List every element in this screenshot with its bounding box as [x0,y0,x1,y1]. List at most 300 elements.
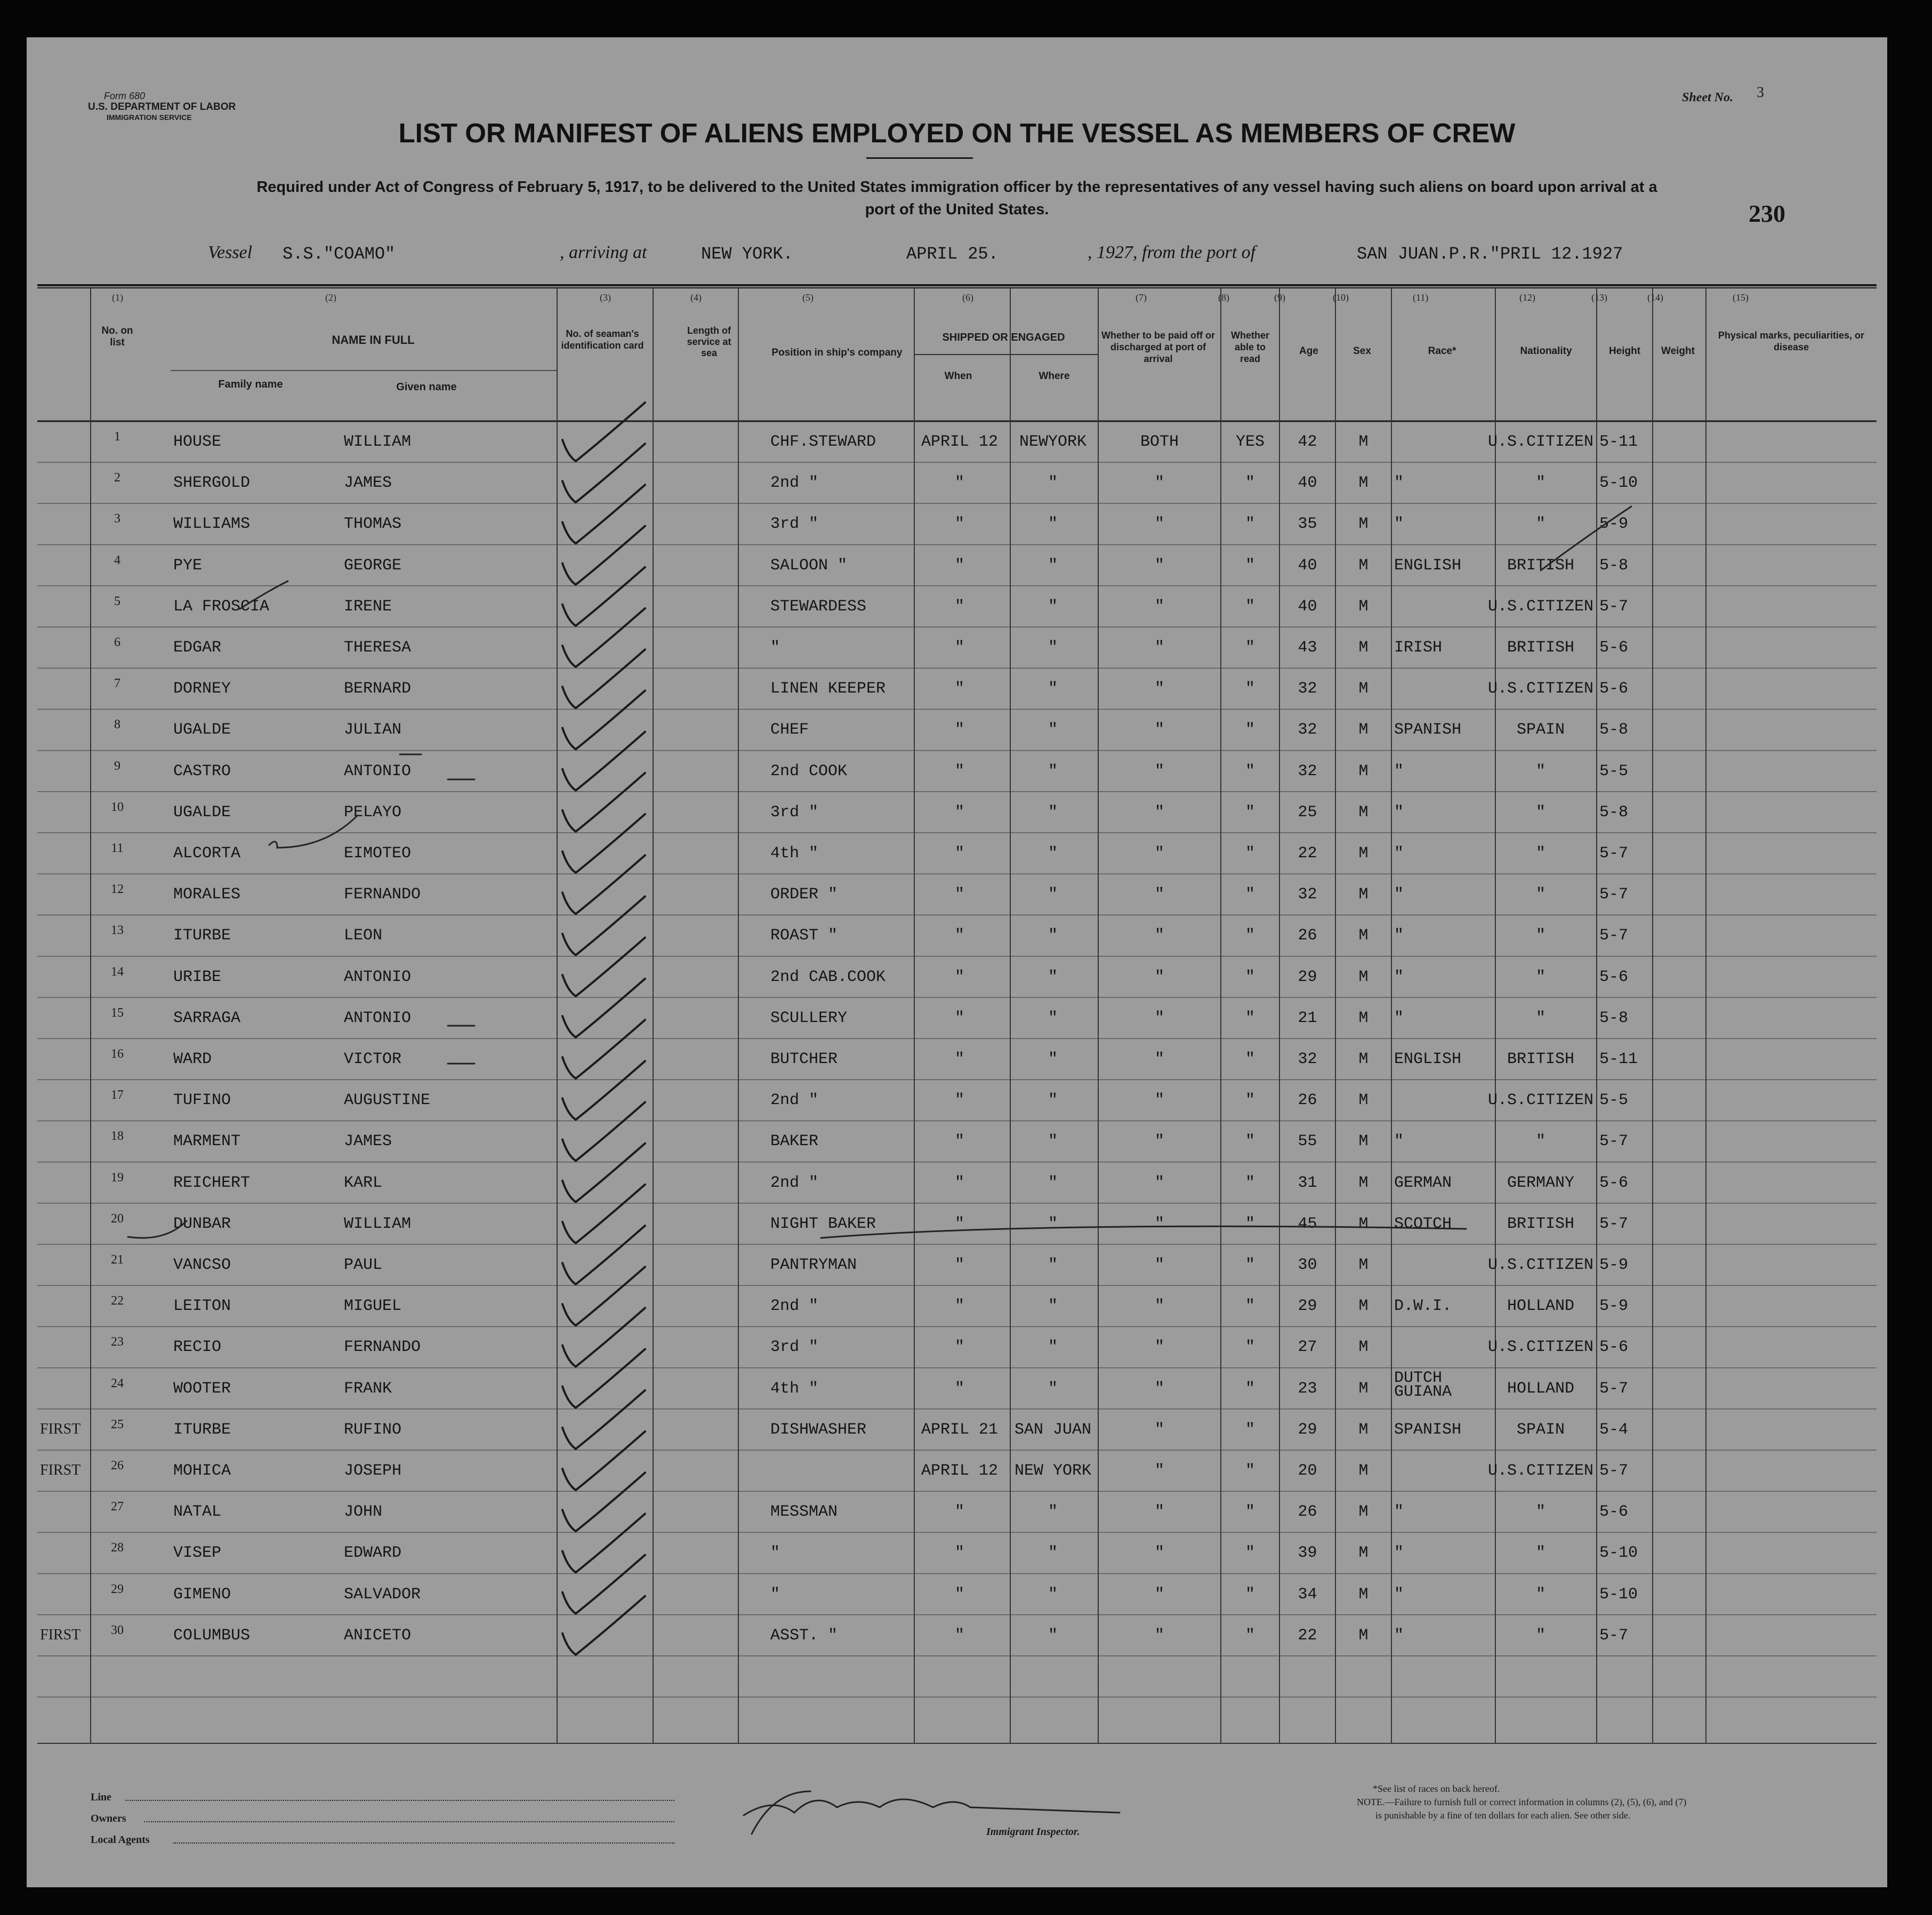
paid-off: " [1154,474,1164,493]
race: DUTCH GUIANA [1394,1369,1452,1401]
shipped-where: " [1048,680,1058,698]
height: 5-10 [1599,1585,1638,1604]
family-name: VANCSO [173,1256,231,1274]
column-number: (9) [1274,292,1285,303]
able-to-read: " [1245,968,1255,986]
family-name: REICHERT [173,1173,251,1192]
footer-agents-rule [173,1842,674,1844]
age: 30 [1298,1256,1317,1274]
nationality: SPAIN [1516,1420,1565,1439]
column-number: (5) [802,292,814,303]
header-where: Where [1039,371,1070,382]
nationality: " [1535,803,1545,822]
age: 20 [1298,1462,1317,1480]
given-name: THOMAS [344,515,402,534]
column-number: (6) [962,292,973,303]
arriving-label: , arriving at [560,243,647,262]
position: CHEF [770,721,809,739]
sex: M [1358,1297,1368,1316]
age: 40 [1298,597,1317,616]
race: " [1394,474,1404,493]
sex: M [1358,433,1368,451]
family-name: WOOTER [173,1379,231,1398]
height: 5-11 [1599,433,1638,451]
sex: M [1358,515,1368,534]
position: STEWARDESS [770,597,867,616]
footer-agents-label: Local Agents [91,1834,150,1846]
manifest-page [27,37,1887,1887]
shipped-where: " [1048,1009,1058,1027]
given-name: FRANK [344,1379,392,1398]
family-name: WARD [173,1050,212,1068]
given-name: VICTOR [344,1050,402,1068]
able-to-read: " [1245,886,1255,904]
row-number: 14 [111,964,124,979]
height: 5-4 [1599,1420,1629,1439]
paid-off: " [1154,844,1164,863]
sex: M [1358,639,1368,657]
paid-off: " [1154,803,1164,822]
footer-line-rule [125,1800,674,1801]
shipped-when: APRIL 12 [921,1462,999,1480]
able-to-read: " [1245,1256,1255,1274]
column-number: (4) [690,292,702,303]
age: 32 [1298,886,1317,904]
position: ROAST " [770,927,838,945]
annotation: FIRST [40,1626,81,1643]
row-number: 28 [111,1541,124,1555]
able-to-read: " [1245,1009,1255,1027]
shipped-when: " [954,1214,964,1233]
family-name: EDGAR [173,639,222,657]
height: 5-5 [1599,1091,1629,1110]
height: 5-10 [1599,474,1638,493]
height: 5-8 [1599,1009,1629,1027]
family-name: PYE [173,556,203,575]
shipped-when: " [954,844,964,863]
nationality: BRITISH [1507,1050,1575,1068]
able-to-read: " [1245,1420,1255,1439]
nationality: BRITISH [1507,639,1575,657]
paid-off: " [1154,1462,1164,1480]
column-number: (11) [1413,292,1429,303]
position: 2nd COOK [770,762,848,781]
position: ORDER " [770,886,838,904]
paid-off: " [1154,1420,1164,1439]
position: " [770,639,780,657]
header-length-service: Length of service at sea [687,325,731,358]
height: 5-10 [1599,1544,1638,1563]
position: NIGHT BAKER [770,1214,876,1233]
paid-off: " [1154,1544,1164,1563]
row-number: 23 [111,1335,124,1349]
shipped-where: " [1048,927,1058,945]
column-number: (15) [1733,292,1749,303]
able-to-read: " [1245,474,1255,493]
position: " [770,1544,780,1563]
paid-off: " [1154,762,1164,781]
sex: M [1358,1338,1368,1357]
family-name: WILLIAMS [173,515,251,534]
paid-off: " [1154,1585,1164,1604]
nationality: " [1535,1132,1545,1151]
sex: M [1358,1544,1368,1563]
height: 5-7 [1599,597,1629,616]
given-name: FERNANDO [344,1338,421,1357]
age: 26 [1298,927,1317,945]
sex: M [1358,680,1368,698]
shipped-where: NEWYORK [1019,433,1087,451]
shipped-where: " [1048,1626,1058,1645]
height: 5-9 [1599,515,1629,534]
given-name: FERNANDO [344,886,421,904]
shipped-when: " [954,1544,964,1563]
able-to-read: " [1245,1544,1255,1563]
able-to-read: " [1245,639,1255,657]
row-number: 9 [114,759,120,773]
race: ENGLISH [1394,556,1462,575]
position: 2nd " [770,474,819,493]
family-name: UGALDE [173,721,231,739]
sex: M [1358,1214,1368,1233]
shipped-when: " [954,762,964,781]
race: " [1394,762,1404,781]
age: 34 [1298,1585,1317,1604]
row-number: 16 [111,1047,124,1061]
row-number: 19 [111,1170,124,1185]
given-name: EDWARD [344,1544,402,1563]
shipped-where: " [1048,803,1058,822]
height: 5-7 [1599,1626,1629,1645]
shipped-when: " [954,1585,964,1604]
departure-port: SAN JUAN.P.R."PRIL 12.1927 [1357,244,1623,264]
shipped-where: " [1048,1503,1058,1522]
position: 4th " [770,844,819,863]
shipped-where: " [1048,1338,1058,1357]
family-name: LA FROSCIA [173,597,270,616]
age: 43 [1298,639,1317,657]
shipped-when: " [954,1132,964,1151]
height: 5-7 [1599,927,1629,945]
nationality: " [1535,474,1545,493]
header-nationality: Nationality [1520,345,1572,357]
sex: M [1358,1050,1368,1068]
family-name: HOUSE [173,433,222,451]
given-name: RUFINO [344,1420,402,1439]
row-number: 29 [111,1582,124,1596]
age: 32 [1298,762,1317,781]
age: 21 [1298,1009,1317,1027]
shipped-when: " [954,1256,964,1274]
family-name: LEITON [173,1297,231,1316]
race: " [1394,844,1404,863]
nationality: " [1535,1503,1545,1522]
shipped-when: " [954,927,964,945]
paid-off: " [1154,1338,1164,1357]
able-to-read: " [1245,1379,1255,1398]
column-number: (3) [600,292,611,303]
shipped-when: " [954,515,964,534]
given-name: THERESA [344,639,412,657]
handwritten-marks [27,37,1887,1887]
paid-off: " [1154,1503,1164,1522]
nationality: " [1535,886,1545,904]
race: " [1394,1132,1404,1151]
given-name: ANTONIO [344,1009,412,1027]
height: 5-5 [1599,762,1629,781]
shipped-when: " [954,1009,964,1027]
shipped-where: " [1048,1214,1058,1233]
footer-owners-rule [144,1821,674,1822]
nationality: U.S.CITIZEN [1487,433,1594,451]
row-number: 11 [111,841,124,855]
able-to-read: " [1245,1173,1255,1192]
family-name: MARMENT [173,1132,241,1151]
paid-off: " [1154,1256,1164,1274]
header-physical: Physical marks, peculiarities, or disease [1718,330,1865,352]
page-title: LIST OR MANIFEST OF ALIENS EMPLOYED ON THE VESSEL AS MEMBERS OF CREW [398,118,1516,148]
family-name: MORALES [173,886,241,904]
age: 32 [1298,721,1317,739]
family-name: URIBE [173,968,222,986]
row-number: 2 [114,471,120,485]
row-number: 1 [114,430,120,444]
age: 55 [1298,1132,1317,1151]
shipped-where: " [1048,1173,1058,1192]
header-race: Race* [1428,345,1456,357]
race: " [1394,1585,1404,1604]
row-number: 7 [114,677,120,691]
paid-off: " [1154,1091,1164,1110]
height: 5-6 [1599,968,1629,986]
subtitle-line1: Required under Act of Congress of February 5, 1917, to be delivered to the United States immigration officer by the representatives of any vessel having such aliens on board upon arrival at a [256,179,1657,196]
given-name: LEON [344,927,383,945]
shipped-where: SAN JUAN [1014,1420,1092,1439]
shipped-when: " [954,556,964,575]
nationality: GERMANY [1507,1173,1575,1192]
position: 4th " [770,1379,819,1398]
able-to-read: " [1245,515,1255,534]
able-to-read: " [1245,1214,1255,1233]
shipped-where: " [1048,1091,1058,1110]
nationality: U.S.CITIZEN [1487,1338,1594,1357]
sex: M [1358,886,1368,904]
shipped-when: " [954,1297,964,1316]
able-to-read: " [1245,762,1255,781]
year-label: , 1927, from the port of [1088,243,1256,262]
position: PANTRYMAN [770,1256,857,1274]
given-name: JOHN [344,1503,383,1522]
age: 29 [1298,968,1317,986]
age: 29 [1298,1297,1317,1316]
shipped-when: " [954,1379,964,1398]
height: 5-7 [1599,886,1629,904]
sex: M [1358,1009,1368,1027]
nationality: " [1535,1626,1545,1645]
race: SPANISH [1394,721,1462,739]
annotation: FIRST [40,1420,81,1437]
shipped-when: " [954,1338,964,1357]
sex: M [1358,1256,1368,1274]
shipped-when: APRIL 12 [921,433,999,451]
family-name: CASTRO [173,762,231,781]
header-no-on-list: No. on list [101,325,133,348]
age: 31 [1298,1173,1317,1192]
given-name: EIMOTEO [344,844,412,863]
able-to-read: " [1245,721,1255,739]
shipped-where: " [1048,474,1058,493]
position: 2nd " [770,1297,819,1316]
column-number: (8) [1218,292,1229,303]
race: GERMAN [1394,1173,1452,1192]
header-given-name: Given name [396,381,457,393]
nationality: " [1535,515,1545,534]
able-to-read: " [1245,1462,1255,1480]
able-to-read: " [1245,803,1255,822]
able-to-read: YES [1235,433,1265,451]
age: 40 [1298,556,1317,575]
age: 26 [1298,1091,1317,1110]
race: " [1394,886,1404,904]
able-to-read: " [1245,1050,1255,1068]
race: " [1394,927,1404,945]
header-height: Height [1608,345,1641,357]
race: " [1394,1626,1404,1645]
given-name: KARL [344,1173,383,1192]
header-shipped: SHIPPED OR ENGAGED [942,332,1065,343]
row-number: 8 [114,718,120,732]
shipped-where: " [1048,1379,1058,1398]
row-number: 24 [111,1376,124,1390]
position: 2nd CAB.COOK [770,968,886,986]
height: 5-6 [1599,639,1629,657]
height: 5-9 [1599,1297,1629,1316]
age: 23 [1298,1379,1317,1398]
row-number: 10 [111,800,124,814]
shipped-where: " [1048,1297,1058,1316]
nationality: " [1535,1009,1545,1027]
shipped-where: " [1048,515,1058,534]
family-name: GIMENO [173,1585,231,1604]
paid-off: " [1154,1297,1164,1316]
age: 45 [1298,1214,1317,1233]
position: 3rd " [770,1338,819,1357]
given-name: BERNARD [344,680,412,698]
paid-off: " [1154,1132,1164,1151]
paid-off: " [1154,1214,1164,1233]
row-number: 18 [111,1129,124,1144]
shipped-where: NEW YORK [1014,1462,1092,1480]
header-sex: Sex [1353,345,1371,357]
position: 2nd " [770,1173,819,1192]
paid-off: " [1154,1050,1164,1068]
able-to-read: " [1245,1091,1255,1110]
shipped-where: " [1048,721,1058,739]
shipped-where: " [1048,844,1058,863]
sex: M [1358,844,1368,863]
sheet-number: 3 [1757,84,1764,101]
able-to-read: " [1245,927,1255,945]
paid-off: " [1154,1626,1164,1645]
sex: M [1358,1585,1368,1604]
given-name: WILLIAM [344,433,412,451]
given-name: GEORGE [344,556,402,575]
race: D.W.I. [1394,1297,1452,1316]
sex: M [1358,474,1368,493]
given-name: AUGUSTINE [344,1091,431,1110]
paid-off: " [1154,680,1164,698]
annotation: FIRST [40,1462,81,1478]
able-to-read: " [1245,1626,1255,1645]
family-name: ALCORTA [173,844,241,863]
row-number: 3 [114,512,120,526]
height: 5-11 [1599,1050,1638,1068]
given-name: MIGUEL [344,1297,402,1316]
paid-off: BOTH [1140,433,1179,451]
height: 5-9 [1599,1256,1629,1274]
nationality: U.S.CITIZEN [1487,597,1594,616]
position: 2nd " [770,1091,819,1110]
shipped-where: " [1048,1132,1058,1151]
row-number: 15 [111,1005,124,1020]
family-name: MOHICA [173,1462,231,1480]
paid-off: " [1154,1173,1164,1192]
height: 5-6 [1599,680,1629,698]
height: 5-6 [1599,1173,1629,1192]
header-when: When [944,371,972,382]
sex: M [1358,721,1368,739]
row-number: 22 [111,1294,124,1308]
nationality: BRITISH [1507,1214,1575,1233]
footer-owners-label: Owners [91,1813,126,1824]
sex: M [1358,803,1368,822]
nationality: " [1535,1585,1545,1604]
row-number: 20 [111,1211,124,1226]
paid-off: " [1154,515,1164,534]
shipped-where: " [1048,556,1058,575]
shipped-when: " [954,1050,964,1068]
header-able-read: Whether able to read [1231,330,1269,364]
able-to-read: " [1245,1297,1255,1316]
row-number: 26 [111,1459,124,1473]
age: 22 [1298,844,1317,863]
footer-note-2: NOTE.—Failure to furnish full or correct information in columns (2), (5), (6), and (7) [1357,1797,1687,1807]
row-number: 17 [111,1088,124,1103]
service: IMMIGRATION SERVICE [107,113,192,122]
nationality: HOLLAND [1507,1297,1575,1316]
nationality: BRITISH [1507,556,1575,575]
family-name: DORNEY [173,680,231,698]
given-name: IRENE [344,597,392,616]
row-number: 21 [111,1253,124,1267]
given-name: JAMES [344,1132,392,1151]
shipped-when: " [954,721,964,739]
shipped-when: APRIL 21 [921,1420,999,1439]
height: 5-6 [1599,1503,1629,1522]
height: 5-7 [1599,1379,1629,1398]
height: 5-7 [1599,1462,1629,1480]
race: " [1394,968,1404,986]
age: 25 [1298,803,1317,822]
family-name: COLUMBUS [173,1626,251,1645]
row-number: 5 [114,594,120,608]
family-name: SHERGOLD [173,474,251,493]
footer-line-label: Line [91,1791,111,1803]
sex: M [1358,1462,1368,1480]
given-name: WILLIAM [344,1214,412,1233]
sex: M [1358,1132,1368,1151]
column-number: (14) [1647,292,1663,303]
